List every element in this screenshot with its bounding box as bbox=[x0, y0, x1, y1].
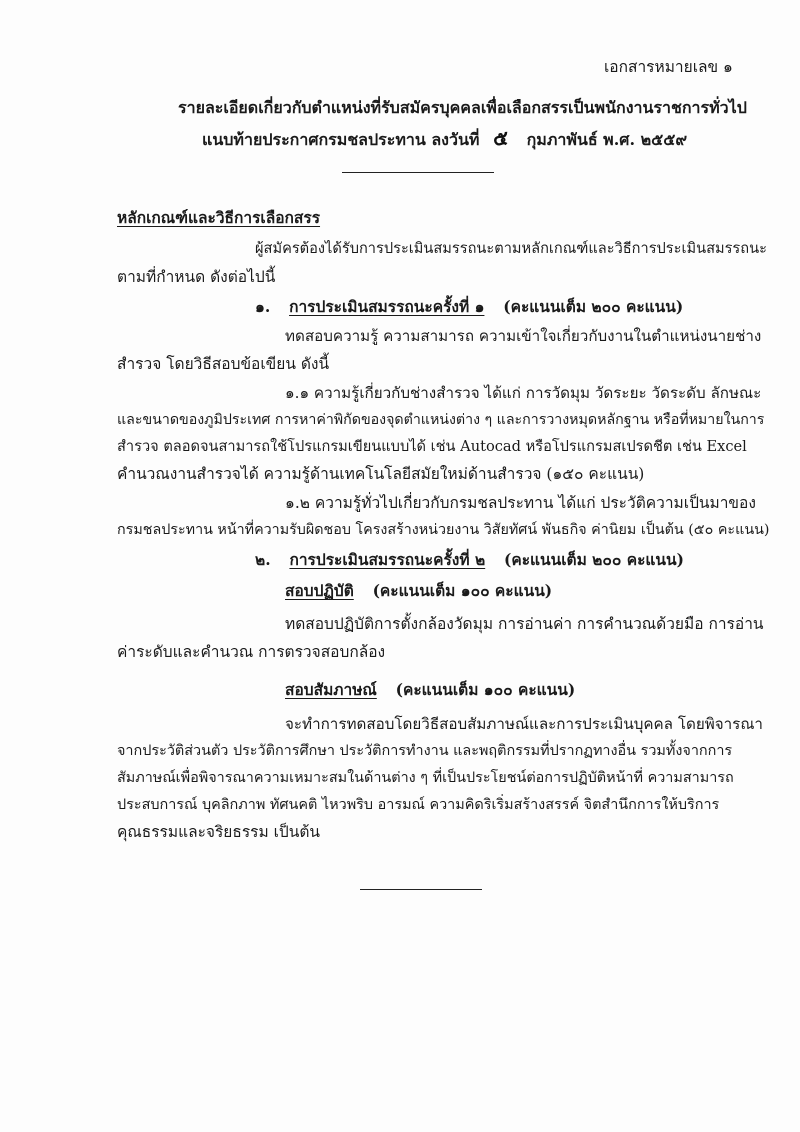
interview-heading bbox=[285, 679, 575, 701]
eval2-number: ๒. bbox=[255, 550, 271, 569]
eval1-score: (คะแนนเต็ม ๒๐๐ คะแนน) bbox=[503, 297, 684, 316]
title-suffix: กุมภาพันธ์ พ.ศ. ๒๕๕๙ bbox=[526, 130, 688, 149]
interview-score: (คะแนนเต็ม ๑๐๐ คะแนน) bbox=[395, 680, 576, 699]
eval1-desc-line-1: ทดสอบความรู้ ความสามารถ ความเข้าใจเกี่ยวกับงานในตำแหน่งนายช่าง bbox=[285, 327, 762, 345]
document-number: เอกสารหมายเลข ๑ bbox=[604, 58, 733, 76]
practical-label: สอบปฏิบัติ bbox=[285, 581, 354, 600]
eval1-item1-line-1: ๑.๑ ความรู้เกี่ยวกับช่างสำรวจ ได้แก่ การวัดมุม วัดระยะ วัดระดับ ลักษณะ bbox=[285, 384, 762, 402]
interview-line-4: ประสบการณ์ บุคลิกภาพ ทัศนคติ ไหวพริบ อารมณ์ ความคิดริเริ่มสร้างสรรค์ จิตสำนึกการให้บริการ bbox=[117, 797, 720, 813]
section-heading: หลักเกณฑ์และวิธีการเลือกสรร bbox=[117, 208, 321, 227]
intro-line-1: ผู้สมัครต้องได้รับการประเมินสมรรถนะตามหลักเกณฑ์และวิธีการประเมินสมรรถนะ bbox=[255, 240, 767, 257]
eval1-desc-line-2: สำรวจ โดยวิธีสอบข้อเขียน ดังนี้ bbox=[117, 355, 330, 373]
interview-line-2: จากประวัติส่วนตัว ประวัติการศึกษา ประวัติการทำงาน และพฤติกรรมที่ปรากฏทางอื่น รวมทั้งจากการ bbox=[117, 743, 733, 759]
title-divider bbox=[342, 172, 494, 173]
eval1-item2-line-1: ๑.๒ ความรู้ทั่วไปเกี่ยวกับกรมชลประทาน ได้แก่ ประวัติความเป็นมาของ bbox=[285, 494, 756, 512]
eval1-item1-line-3: สำรวจ ตลอดจนสามารถใช้โปรแกรมเขียนแบบได้ เช่น Autocad หรือโปรแกรมสเปรดชีต เช่น Excel bbox=[117, 438, 747, 455]
intro-line-2: ตามที่กำหนด ดังต่อไปนี้ bbox=[117, 268, 276, 286]
interview-line-5: คุณธรรมและจริยธรรม เป็นต้น bbox=[117, 823, 321, 841]
eval1-label: การประเมินสมรรถนะครั้งที่ ๑ bbox=[289, 297, 485, 316]
practical-heading bbox=[285, 580, 552, 602]
title-prefix: แนบท้ายประกาศกรมชลประทาน ลงวันที่ bbox=[202, 130, 480, 149]
practical-line-1: ทดสอบปฏิบัติการตั้งกล้องวัดมุม การอ่านค่า การคำนวณด้วยมือ การอ่าน bbox=[285, 615, 764, 633]
title-line-1: รายละเอียดเกี่ยวกับตำแหน่งที่รับสมัครบุคคลเพื่อเลือกสรรเป็นพนักงานราชการทั่วไป bbox=[178, 98, 747, 117]
eval1-item2-line-2: กรมชลประทาน หน้าที่ความรับผิดชอบ โครงสร้างหน่วยงาน วิสัยทัศน์ พันธกิจ ค่านิยม เป็นต้น (๕๐ คะแนน) bbox=[117, 522, 770, 538]
eval1-number: ๑. bbox=[255, 297, 271, 316]
closing-divider bbox=[360, 889, 482, 890]
interview-line-1: จะทำการทดสอบโดยวิธีสอบสัมภาษณ์และการประเมินบุคคล โดยพิจารณา bbox=[285, 715, 763, 733]
eval2-heading bbox=[255, 549, 684, 571]
eval1-item1-line-2: และขนาดของภูมิประเทศ การหาค่าพิกัดของจุดตำแหน่งต่าง ๆ และการวางหมุดหลักฐาน หรือที่หมายในการ bbox=[117, 412, 765, 428]
title-line-2 bbox=[202, 127, 687, 151]
eval2-score: (คะแนนเต็ม ๒๐๐ คะแนน) bbox=[504, 550, 684, 569]
interview-line-3: สัมภาษณ์เพื่อพิจารณาความเหมาะสมในด้านต่าง ๆ ที่เป็นประโยชน์ต่อการปฏิบัติหน้าที่ ความสามารถ bbox=[117, 770, 734, 786]
eval2-label: การประเมินสมรรถนะครั้งที่ ๒ bbox=[289, 550, 486, 569]
eval1-item1-line-4: คำนวณงานสำรวจได้ ความรู้ด้านเทคโนโลยีสมัยใหม่ด้านสำรวจ (๑๕๐ คะแนน) bbox=[117, 465, 645, 483]
practical-line-2: ค่าระดับและคำนวณ การตรวจสอบกล้อง bbox=[117, 643, 386, 661]
eval1-heading bbox=[255, 296, 683, 318]
handwritten-day: ๕ bbox=[492, 125, 510, 151]
interview-label: สอบสัมภาษณ์ bbox=[285, 680, 377, 699]
practical-score: (คะแนนเต็ม ๑๐๐ คะแนน) bbox=[372, 581, 553, 600]
